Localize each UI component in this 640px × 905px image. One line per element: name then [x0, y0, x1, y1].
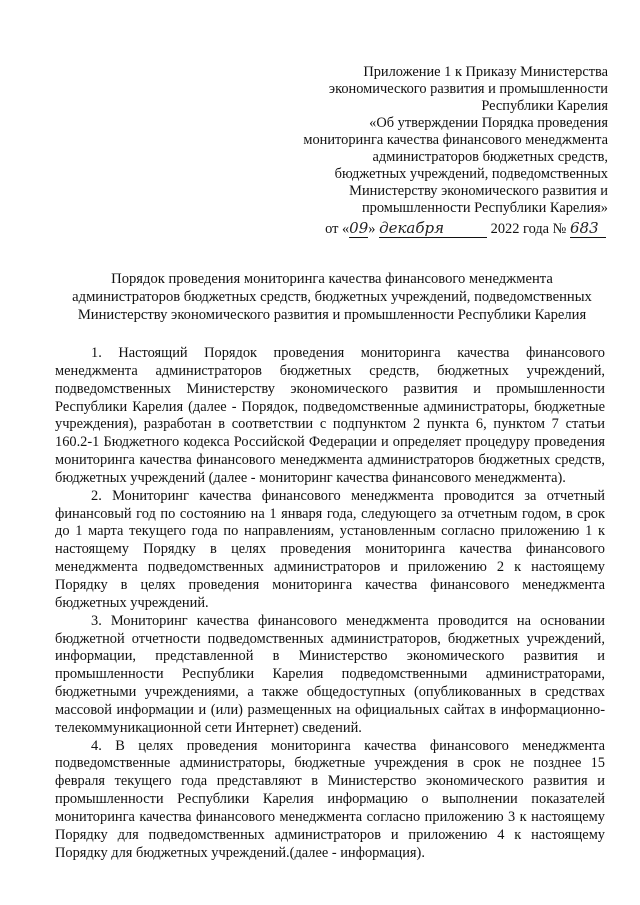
- title-line: Министерству экономического развития и промышленности Республики Карелия: [77, 307, 587, 323]
- date-prefix: от «: [325, 221, 350, 237]
- document-title: [52, 270, 612, 324]
- paragraph-1: 1. Настоящий Порядок проведения мониторинга качества финансового менеджмента администраторов бюджетных средств, бюджетных учреждений, подведомственных Министерству экономического развития и промышленности Республики Карелия (далее - Порядок, подведомственные администраторы, бюджетные учреждения), разработан в соответствии с подпунктом 2 пункта 6, пунктом 7 статьи 160.2-1 Бюджетного кодекса Российской Федерации и определяет процедуру проведения мониторинга качества финансового менеджмента администраторов бюджетных средств, бюджетных учреждений (далее - мониторинг качества финансового менеджмента).: [55, 345, 605, 486]
- paragraph-3: 3. Мониторинг качества финансового менеджмента проводится на основании бюджетной отчетности подведомственных администраторов, бюджетных учреждений, информации, представленной в Министерство экономического развития и промышленности Республики Карелия подведомственными администраторами, бюджетными учреждениями, а также общедоступных (опубликованных в средствах массовой информации и (или) размещенных на официальных сайтах в информационно-телекоммуникационной сети Интернет) сведений.: [55, 612, 605, 736]
- header-line: «Об утверждении Порядка проведения: [369, 115, 608, 131]
- date-month: декабря: [379, 219, 487, 238]
- header-line: Министерству экономического развития и: [349, 183, 608, 199]
- header-line: промышленности Республики Карелия»: [361, 200, 608, 216]
- order-number: 683: [570, 219, 606, 238]
- header-line: Республики Карелия: [481, 98, 608, 114]
- header-line: экономического развития и промышленности: [328, 81, 608, 97]
- appendix-header: [268, 64, 608, 217]
- date-mid: »: [368, 221, 380, 237]
- order-date-line: [325, 219, 606, 238]
- paragraph-2: 2. Мониторинг качества финансового менеджмента проводится за отчетный финансовый год по состоянию на 1 января года, следующего за отчетным годом, в срок до 1 марта текущего года по направлениям, установленным согласно приложению 1 к настоящему Порядку в целях проведения мониторинга качества финансового менеджмента подведомственных администраторов и приложению 2 к настоящему Порядку в целях проведения мониторинга качества финансового менеджмента бюджетных учреждений.: [55, 487, 605, 611]
- date-day: 09: [349, 219, 369, 237]
- header-line: бюджетных учреждений, подведомственных: [334, 166, 608, 182]
- header-line: Приложение 1 к Приказу Министерства: [363, 64, 608, 80]
- title-line: Порядок проведения мониторинга качества финансового менеджмента: [111, 271, 553, 287]
- header-line: мониторинга качества финансового менеджмента: [303, 132, 608, 148]
- date-year: 2022 года №: [487, 221, 570, 237]
- paragraph-4: 4. В целях проведения мониторинга качества финансового менеджмента подведомственные администраторы, бюджетные учреждения в срок не позднее 15 февраля текущего года представляют в Министерство экономического развития и промышленности Республики Карелия информацию о выполнении показателей мониторинга качества финансового менеджмента согласно приложению 3 к настоящему Порядку для подведомственных администраторов и приложению 4 к настоящему Порядку для бюджетных учреждений.(далее - информация).: [55, 737, 605, 861]
- title-line: администраторов бюджетных средств, бюджетных учреждений, подведомственных: [72, 289, 592, 305]
- header-line: администраторов бюджетных средств,: [372, 149, 608, 165]
- document-body: [55, 345, 605, 862]
